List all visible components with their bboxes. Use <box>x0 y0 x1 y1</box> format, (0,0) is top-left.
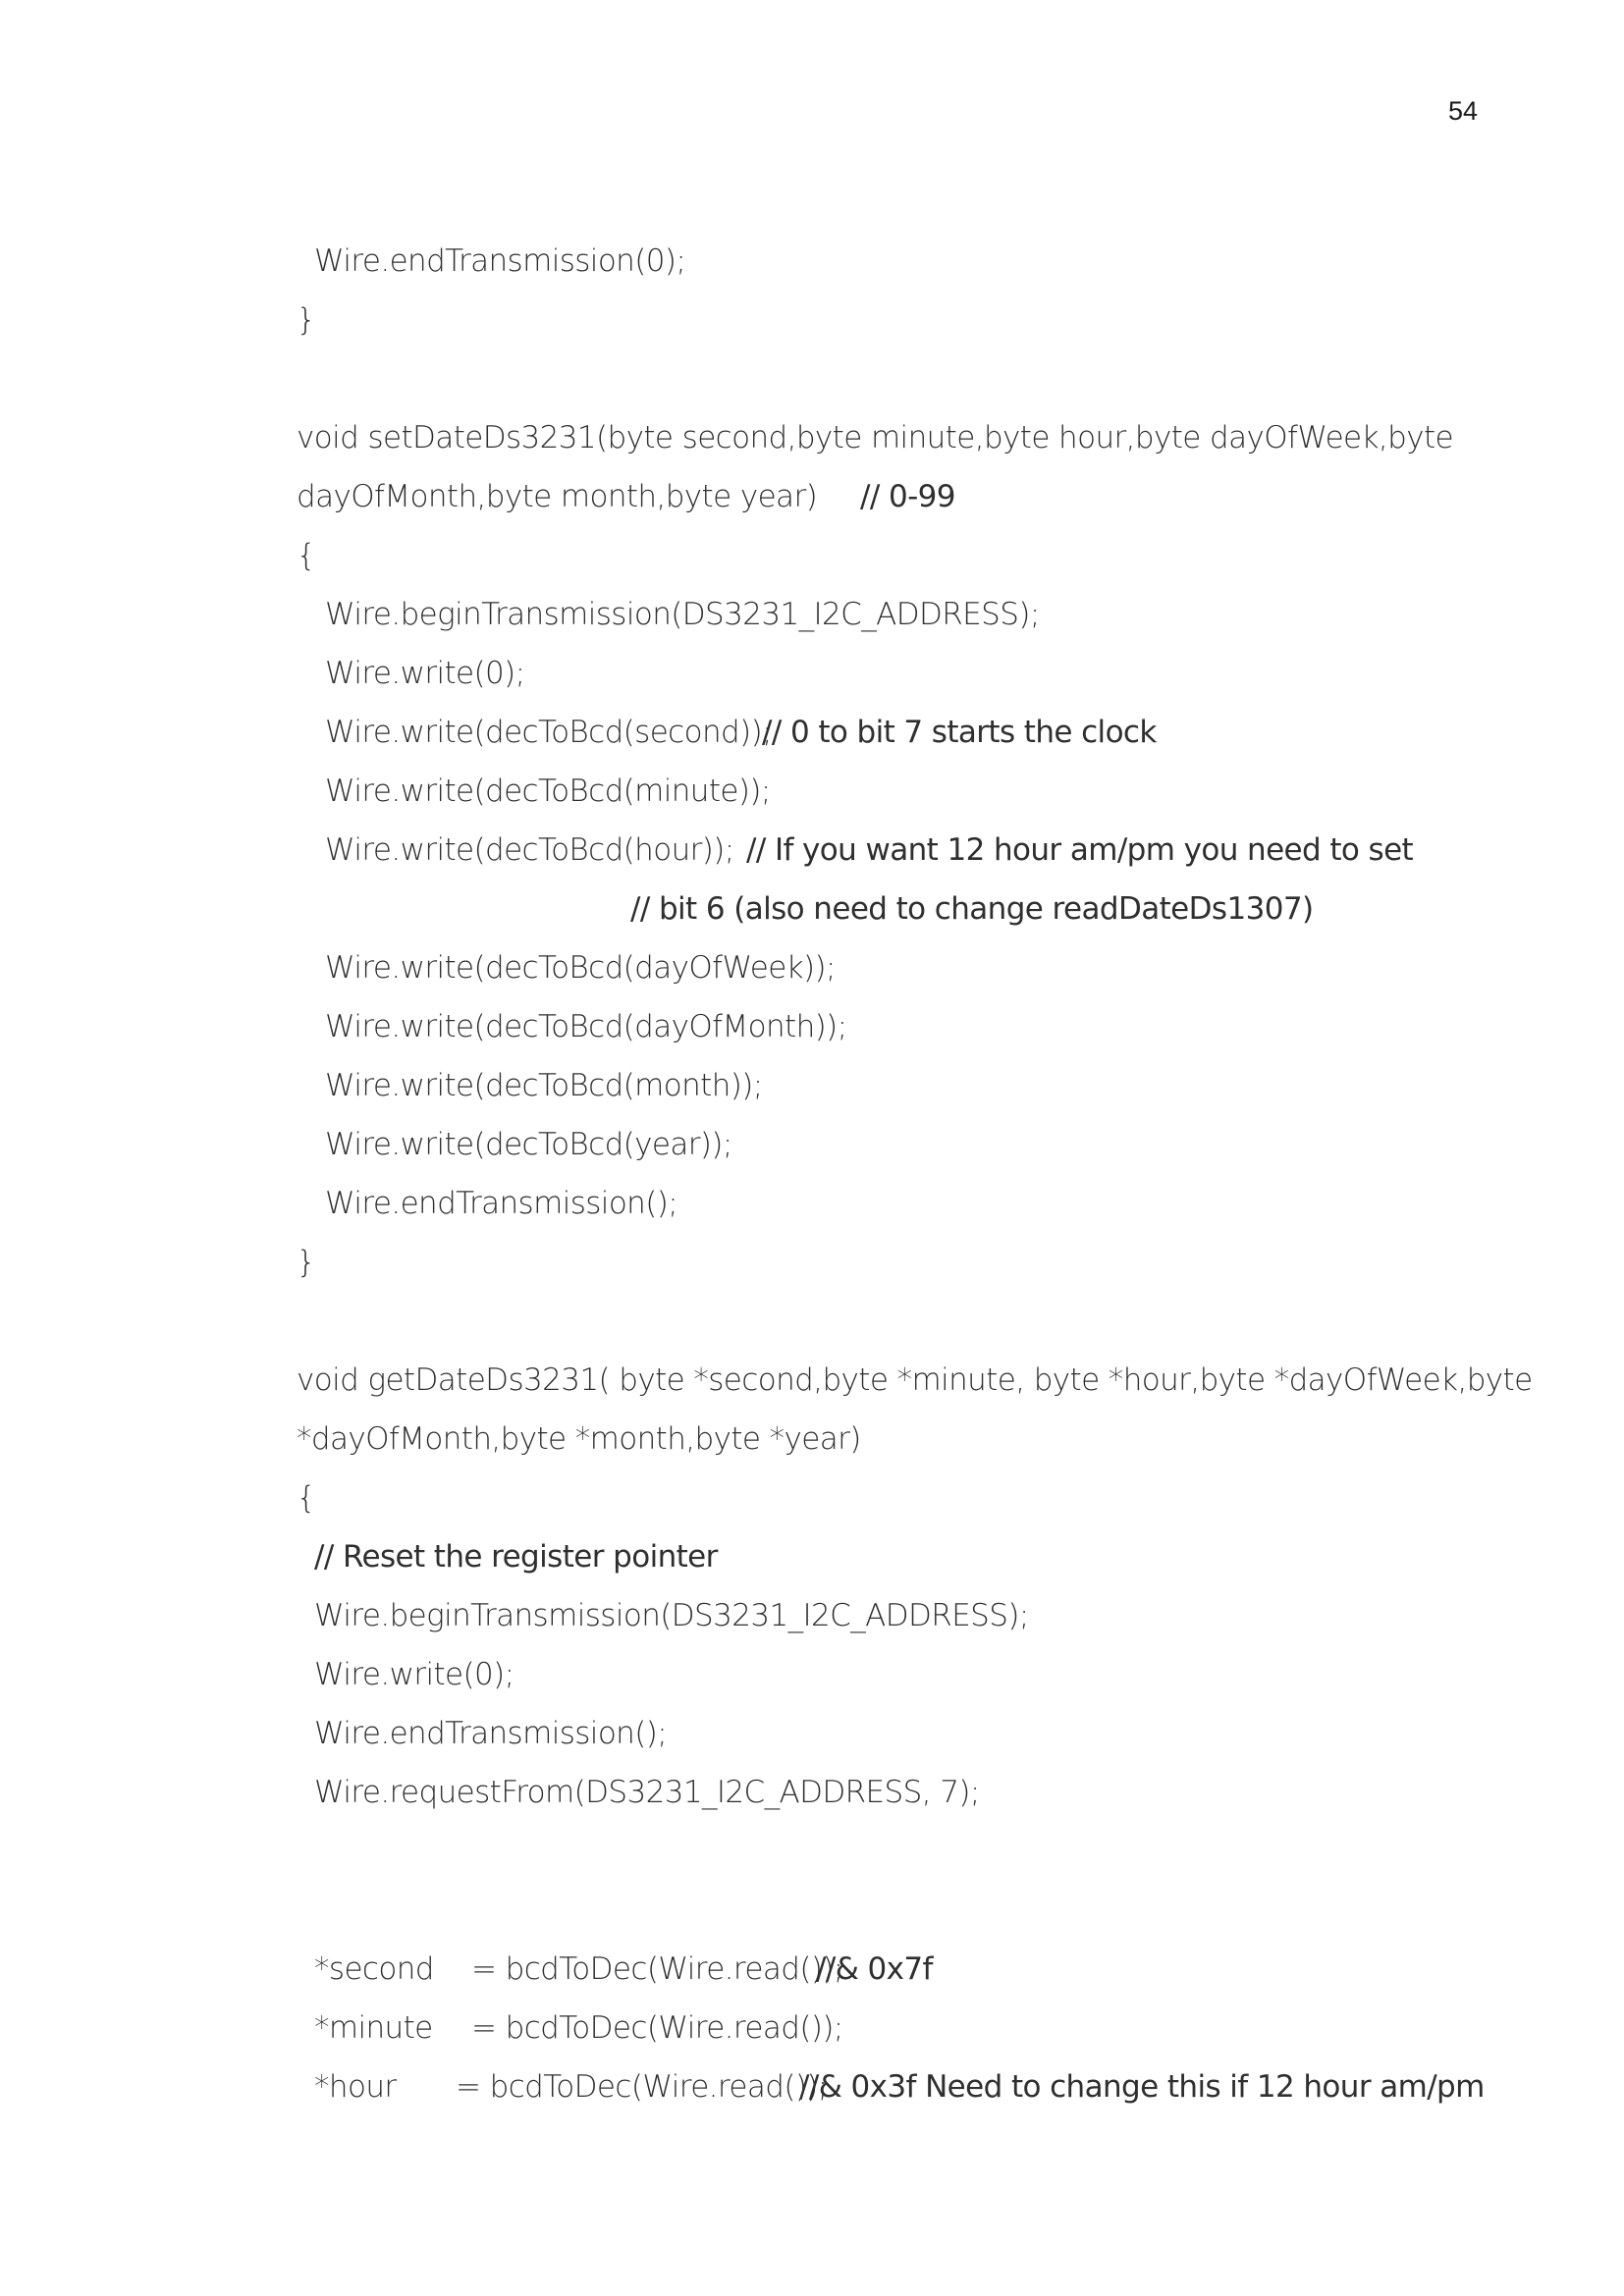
code-comment: // If you want 12 hour am/pm you need to set <box>746 832 1414 868</box>
code-line: Wire.write(decToBcd(month)); <box>325 1068 763 1103</box>
code-line: Wire.write(decToBcd(hour)); <box>325 832 734 868</box>
code-line: Wire.endTransmission(0); <box>314 243 686 279</box>
code-line: = bcdToDec(Wire.read()); <box>456 2069 828 2105</box>
code-line: Wire.write(decToBcd(dayOfWeek)); <box>325 950 836 986</box>
code-line: void setDateDs3231(byte second,byte minute,byte hour,byte dayOfWeek,byte <box>297 420 1453 455</box>
code-line: *dayOfMonth,byte *month,byte *year) <box>297 1421 861 1457</box>
code-line: { <box>297 1480 316 1516</box>
code-comment: // bit 6 (also need to change readDateDs1307) <box>630 891 1314 927</box>
code-line: Wire.beginTransmission(DS3231_I2C_ADDRESS); <box>325 597 1040 632</box>
page-number: 54 <box>1448 96 1479 126</box>
code-line: = bcdToDec(Wire.read()); <box>471 1951 843 1987</box>
code-line: Wire.beginTransmission(DS3231_I2C_ADDRESS); <box>314 1598 1029 1633</box>
code-line: Wire.write(decToBcd(minute)); <box>325 774 771 809</box>
code-line: *hour <box>314 2069 397 2105</box>
code-line: } <box>297 302 316 338</box>
code-line: dayOfMonth,byte month,byte year) <box>297 479 818 514</box>
code-line: *second <box>314 1951 434 1987</box>
code-line: *minute <box>314 2010 433 2046</box>
code-line: = bcdToDec(Wire.read()); <box>471 2010 843 2046</box>
code-line: Wire.write(decToBcd(year)); <box>325 1127 732 1162</box>
code-line: } <box>297 1245 316 1280</box>
code-line: Wire.requestFrom(DS3231_I2C_ADDRESS, 7); <box>314 1775 980 1810</box>
code-comment: //& 0x7f <box>816 1951 933 1987</box>
code-comment: // 0 to bit 7 starts the clock <box>762 715 1157 750</box>
code-line: Wire.endTransmission(); <box>325 1186 678 1221</box>
code-line: Wire.write(decToBcd(second)); <box>325 715 772 750</box>
code-comment: // 0-99 <box>860 479 955 514</box>
code-comment: // Reset the register pointer <box>314 1539 718 1575</box>
code-line: Wire.write(decToBcd(dayOfMonth)); <box>325 1009 847 1044</box>
code-comment: //& 0x3f Need to change this if 12 hour am/pm <box>799 2069 1485 2105</box>
code-line: Wire.endTransmission(); <box>314 1716 668 1751</box>
code-line: Wire.write(0); <box>314 1657 514 1692</box>
code-line: Wire.write(0); <box>325 656 525 691</box>
code-line: void getDateDs3231( byte *second,byte *minute, byte *hour,byte *dayOfWeek,byte <box>297 1362 1533 1398</box>
code-line: { <box>297 538 316 573</box>
